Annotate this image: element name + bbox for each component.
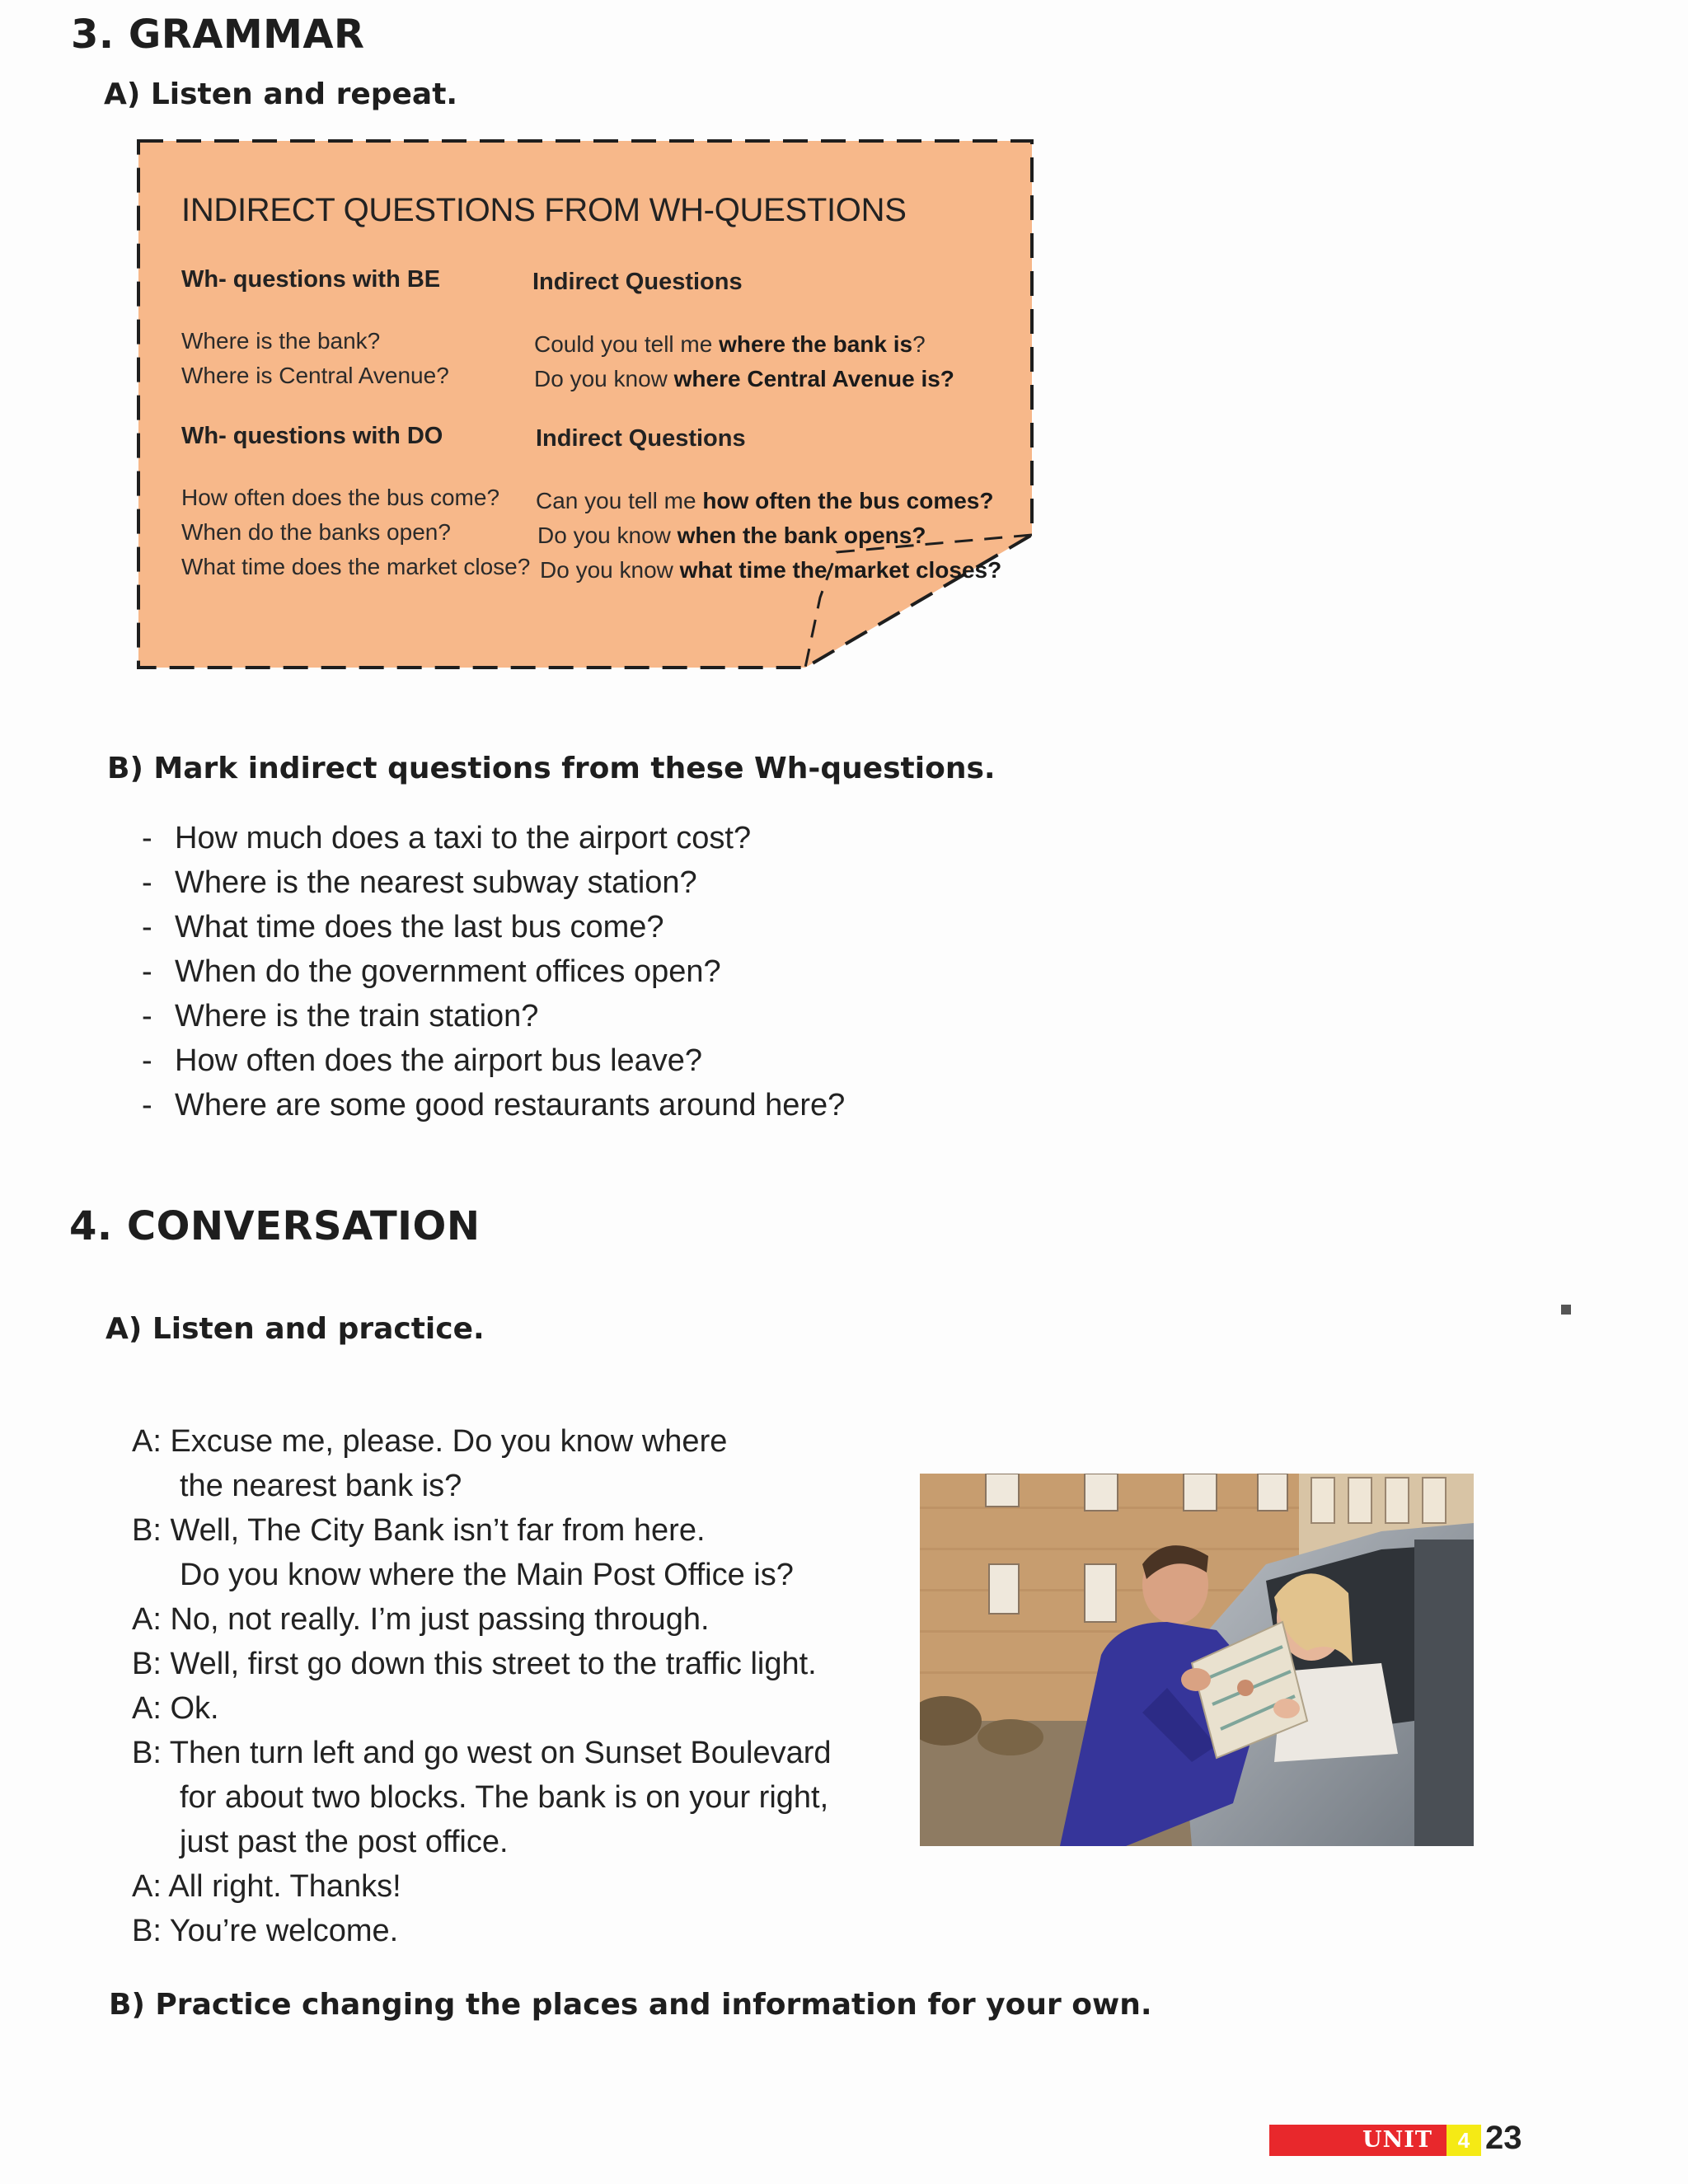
be-indirect-2: Do you know where Central Avenue is? xyxy=(534,366,954,391)
dialogue-line: A: Excuse me, please. Do you know where xyxy=(132,1424,728,1459)
do-questions-header: Wh- questions with DO xyxy=(181,423,443,449)
wh-question-list xyxy=(142,816,845,1127)
grammar-box-title: INDIRECT QUESTIONS FROM WH-QUESTIONS xyxy=(181,192,907,228)
do-question-1: How often does the bus come? xyxy=(181,485,500,510)
list-item: - What time does the last bus come? xyxy=(142,910,664,944)
be-question-1: Where is the bank? xyxy=(181,328,381,354)
page-number: 23 xyxy=(1485,2120,1522,2156)
dialogue-line: A: All right. Thanks! xyxy=(132,1869,401,1904)
list-item: - Where are some good restaurants around here? xyxy=(142,1088,846,1122)
unit-label: UNIT xyxy=(1362,2127,1432,2153)
list-item: - Where is the nearest subway station? xyxy=(142,865,697,900)
be-question-2: Where is Central Avenue? xyxy=(181,363,449,388)
conversation-heading: 4. CONVERSATION xyxy=(69,1203,481,1249)
list-item: - How much does a taxi to the airport cost? xyxy=(142,821,752,855)
photo-man-with-map-at-car xyxy=(920,1474,1474,1846)
dialogue-line: B: Well, first go down this street to the traffic light. xyxy=(132,1647,817,1681)
dialogue-line: A: No, not really. I’m just passing through. xyxy=(132,1602,710,1637)
grammar-part-b-instruction: B) Mark indirect questions from these Wh-questions. xyxy=(107,752,996,785)
be-indirect-header: Indirect Questions xyxy=(532,269,743,295)
conversation-dialogue xyxy=(132,1419,832,1953)
dialogue-line: B: Then turn left and go west on Sunset Boulevard xyxy=(132,1736,832,1770)
do-indirect-1: Can you tell me how often the bus comes? xyxy=(536,488,994,513)
list-item: - How often does the airport bus leave? xyxy=(142,1043,703,1078)
do-question-2: When do the banks open? xyxy=(181,519,451,545)
list-item: - Where is the train station? xyxy=(142,999,539,1033)
dialogue-line: B: You’re welcome. xyxy=(132,1914,399,1948)
page-marker-square xyxy=(1561,1305,1571,1315)
dialogue-line: A: Ok. xyxy=(132,1691,219,1726)
conversation-part-a-instruction: A) Listen and practice. xyxy=(106,1312,485,1346)
dialogue-line: Do you know where the Main Post Office is? xyxy=(180,1558,794,1592)
be-indirect-1: Could you tell me where the bank is? xyxy=(534,331,926,357)
do-question-3: What time does the market close? xyxy=(181,554,531,579)
do-indirect-3: Do you know what time the market closes? xyxy=(540,557,1002,583)
dialogue-line: the nearest bank is? xyxy=(180,1469,462,1503)
grammar-part-a-instruction: A) Listen and repeat. xyxy=(104,77,458,111)
be-questions-header: Wh- questions with BE xyxy=(181,266,441,293)
do-indirect-2: Do you know when the bank opens? xyxy=(537,523,926,548)
dialogue-line: just past the post office. xyxy=(180,1825,509,1859)
unit-number: 4 xyxy=(1457,2128,1470,2153)
dialogue-line: for about two blocks. The bank is on your right, xyxy=(180,1780,829,1815)
grammar-heading: 3. GRAMMAR xyxy=(71,12,365,58)
do-indirect-header: Indirect Questions xyxy=(536,425,746,452)
conversation-part-b-instruction: B) Practice changing the places and information for your own. xyxy=(109,1988,1152,2022)
list-item: - When do the government offices open? xyxy=(142,954,721,989)
dialogue-line: B: Well, The City Bank isn’t far from here. xyxy=(132,1513,706,1548)
